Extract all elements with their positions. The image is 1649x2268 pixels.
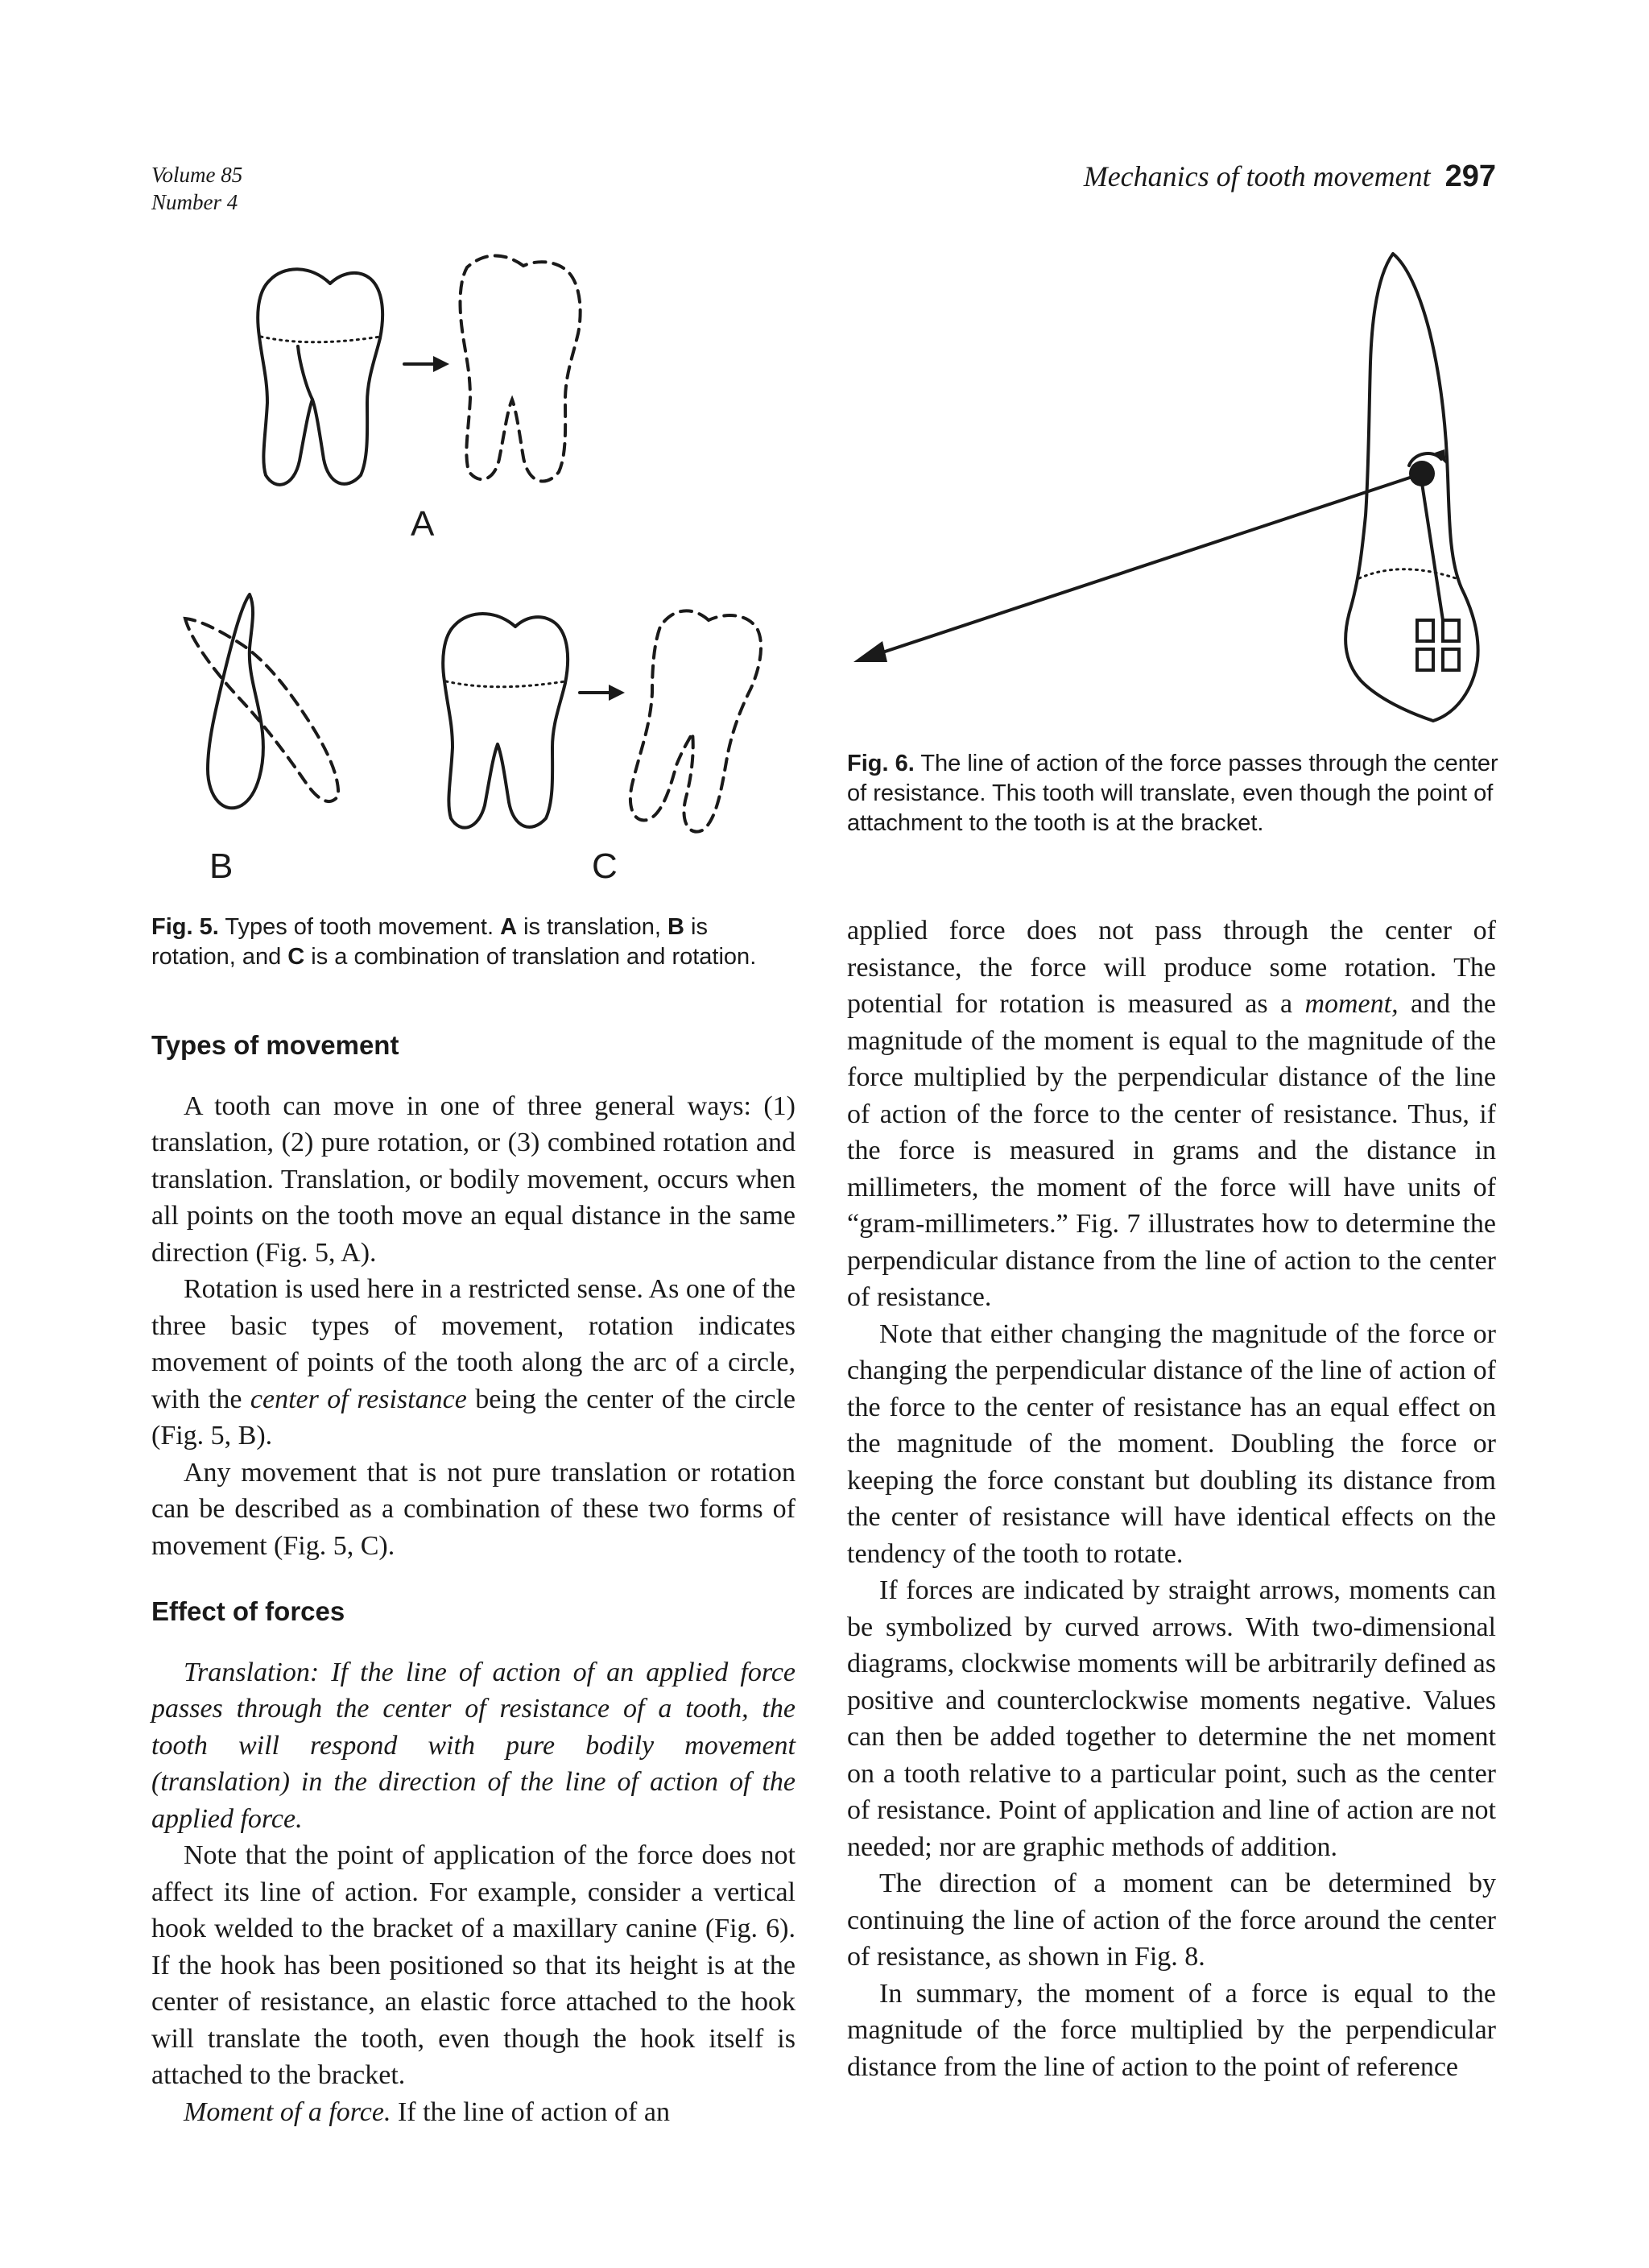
text-run: Rotation is used here in a restricted sense. As one of the three basic types of movement, rotation indicates movement of points of the tooth along the arc of a circle, with the: [151, 1274, 796, 1414]
paragraph: [847, 913, 1496, 1316]
heading-types-of-movement: Types of movement: [151, 1030, 399, 1060]
paragraph: Note that the point of application of the force does not affect its line of action. For example, consider a vertical hook welded to the bracket of a maxillary canine (Fig. 6). If the hook has been positioned so that its height is at the center of resistance, an elastic force attached to the hook will translate the tooth, even though the hook itself is attached to the bracket.: [151, 1840, 796, 2090]
fig5a-molar-dashed: [461, 255, 581, 481]
fig5-caption-ref-a: A: [500, 914, 518, 940]
text-run: and the magnitude of the moment is equal to the magnitude of the force multiplied by the perpendicular distance of the line of action of the force to the center of resistance. Thus, if the force is measured in grams and the distance in millimeters, the moment of the force will have units of “gram-millimeters.” Fig. 7 illustrates how to determine the perpendicular distance from the line of action to the center of resistance.: [847, 989, 1496, 1312]
fig5c-arrow: [580, 685, 625, 701]
fig6-caption-prefix: Fig. 6.: [847, 751, 915, 776]
fig5-caption-ref-b: B: [667, 914, 684, 940]
fig5-caption-ref-c: C: [287, 944, 305, 970]
text-run: If the line of action of an: [391, 2096, 670, 2127]
text-run-italic: center of resistance: [250, 1384, 467, 1414]
fig5b-tooth-solid: [208, 594, 263, 808]
running-header-volume: [151, 161, 242, 216]
heading-effect-of-forces: Effect of forces: [151, 1596, 345, 1626]
text-run-italic: moment,: [1304, 989, 1399, 1019]
fig5-label-b: B: [209, 846, 234, 886]
fig5a-arrow: [404, 356, 449, 372]
paragraph: Note that either changing the magnitude of the force or changing the perpendicular distance of the line of action of the force to the center of resistance has an equal effect on the magnitude of the moment. Doubling the force or keeping the force constant but doubling its distance from the center of resistance will have identical effects on the tendency of the tooth to rotate.: [847, 1318, 1496, 1569]
paragraph-translation-principle: Translation: If the line of action of an applied force passes through the center of resistance of a tooth, the tooth will respond with pure bodily movement (translation) in the direction of the line of action of the applied force.: [151, 1657, 796, 1834]
fig5-caption-text: is translation,: [517, 914, 667, 940]
fig5c-molar-dashed: [630, 610, 761, 831]
figure-6-caption: [847, 749, 1501, 838]
paragraph: [151, 2094, 796, 2131]
fig5c-molar-solid: [443, 614, 568, 828]
figure-5-caption: [151, 913, 796, 972]
figure-5-drawing: [145, 242, 950, 886]
fig5-label-a: A: [411, 504, 435, 544]
figure-6-drawing: [837, 242, 1498, 741]
right-column: [847, 913, 1496, 2085]
running-header-title: [1084, 159, 1496, 194]
journal-title: Mechanics of tooth movement: [1083, 160, 1431, 192]
fig5-caption-prefix: Fig. 5.: [151, 914, 219, 940]
paragraph: If forces are indicated by straight arrows, moments can be symbolized by curved arrows. With two-dimensional diagrams, clockwise moments will be arbitrarily defined as positive and counterclockwise moments negative. Values can then be added together to determine the net moment on a tooth relative to a particular point, such as the center of resistance. Point of application and line of action are not needed; nor are graphic methods of addition.: [847, 1575, 1496, 1862]
text-run: being the center of the circle (Fig. 5, B).: [151, 1384, 796, 1451]
paragraph: [151, 1271, 796, 1455]
fig6-bracket: [1417, 620, 1459, 670]
left-column: [151, 1027, 796, 2130]
page-number: 297: [1444, 159, 1496, 193]
fig6-cej-line: [1359, 569, 1456, 578]
fig5-caption-text: is a combination of translation and rotation.: [304, 944, 757, 970]
number-label: Number 4: [151, 190, 238, 214]
fig5-caption-text: is rotation, and: [151, 914, 708, 970]
paragraph: The direction of a moment can be determined by continuing the line of action of the force around the center of resistance, as shown in Fig. 8.: [847, 1869, 1496, 1972]
subheading-moment-of-a-force: Moment of a force.: [184, 2096, 391, 2127]
paragraph: In summary, the moment of a force is equal to the magnitude of the force multiplied by the perpendicular distance from the line of action to the point of reference: [847, 1978, 1496, 2082]
fig6-caption-text: The line of action of the force passes through the center of resistance. This tooth will translate, even though the point of attachment to the tooth is at the bracket.: [847, 751, 1498, 836]
text-run: applied force does not pass through the center of resistance, the force will produce some rotation. The potential for rotation is measured as a: [847, 916, 1496, 1019]
paragraph: Any movement that is not pure translation or rotation can be described as a combination of these two forms of movement (Fig. 5, C).: [151, 1457, 796, 1561]
volume-label: Volume 85: [151, 163, 243, 187]
fig5-label-c: C: [592, 846, 618, 886]
fig5a-molar-solid: [258, 269, 382, 485]
paragraph: A tooth can move in one of three general ways: (1) translation, (2) pure rotation, or (3) combined rotation and translation. Translation, or bodily movement, occurs when all points on the tooth move an equal distance in the same direction (Fig. 5, A).: [151, 1091, 796, 1268]
fig5-caption-text: Types of tooth movement.: [218, 914, 501, 940]
fig6-force-arrow: [853, 475, 1417, 662]
